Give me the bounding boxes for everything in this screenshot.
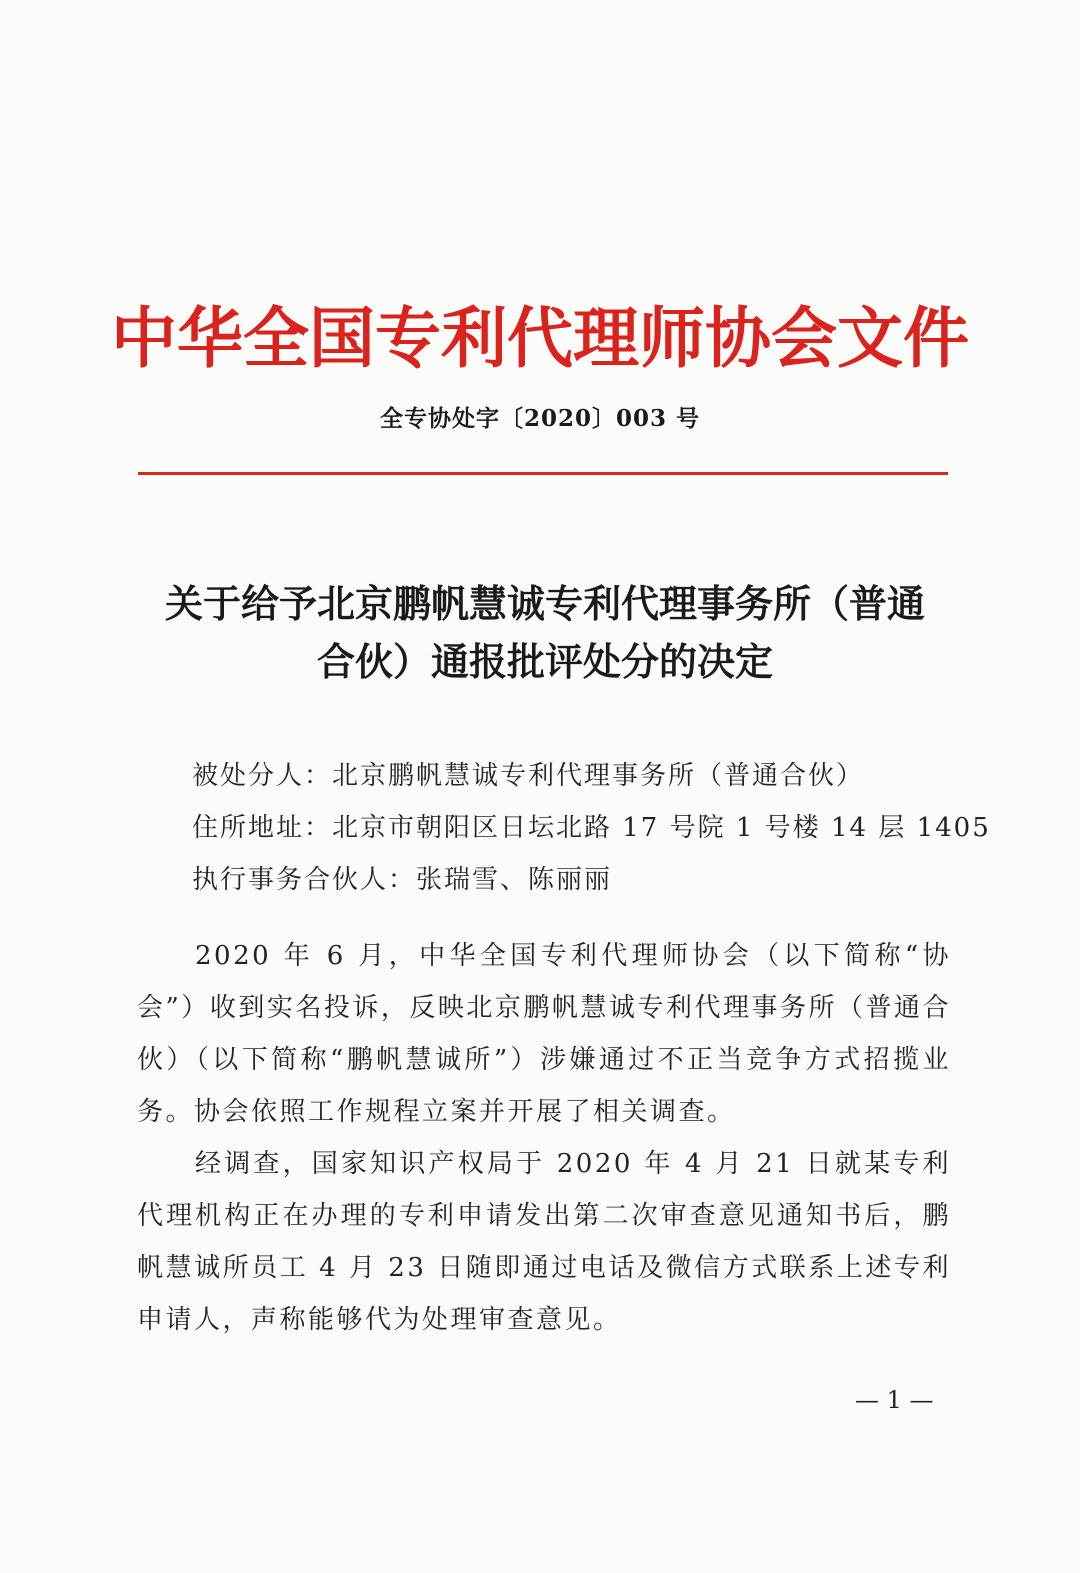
decision-title-line-1: 关于给予北京鹏帆慧诚专利代理事务所（普通 bbox=[164, 581, 925, 626]
sanctioned-party: 被处分人：北京鹏帆慧诚专利代理事务所（普通合伙） bbox=[192, 761, 865, 791]
decision-title-line-2: 合伙）通报批评处分的决定 bbox=[316, 639, 773, 684]
executive-partners: 执行事务合伙人：张瑞雪、陈丽丽 bbox=[192, 865, 613, 895]
decision-title bbox=[130, 575, 960, 691]
document-header-title: 中华全国专利代理师协会文件 bbox=[111, 299, 969, 377]
document-number: 全专协处字〔2020〕003 号 bbox=[379, 405, 701, 432]
body-paragraph-1: 2020 年 6 月，中华全国专利代理师协会（以下简称“协会”）收到实名投诉，反映北京鹏帆慧诚专利代理事务所（普通合伙）（以下简称“鹏帆慧诚所”）涉嫌通过不正当竞争方式招揽业务。协会依照工作规程立案并开展了相关调查。 bbox=[137, 941, 951, 1127]
body-paragraph-2: 经调查，国家知识产权局于 2020 年 4 月 21 日就某专利代理机构正在办理的专利申请发出第二次审查意见通知书后，鹏帆慧诚所员工 4 月 23 日随即通过电话及微信方式联系上述专利申请人，声称能够代为处理审查意见。 bbox=[137, 1149, 951, 1335]
header-divider bbox=[138, 472, 948, 475]
page-number: — 1 — bbox=[855, 1386, 934, 1414]
party-info bbox=[192, 750, 991, 906]
registered-address: 住所地址：北京市朝阳区日坛北路 17 号院 1 号楼 14 层 1405 bbox=[192, 813, 991, 843]
document-body bbox=[137, 930, 951, 1346]
